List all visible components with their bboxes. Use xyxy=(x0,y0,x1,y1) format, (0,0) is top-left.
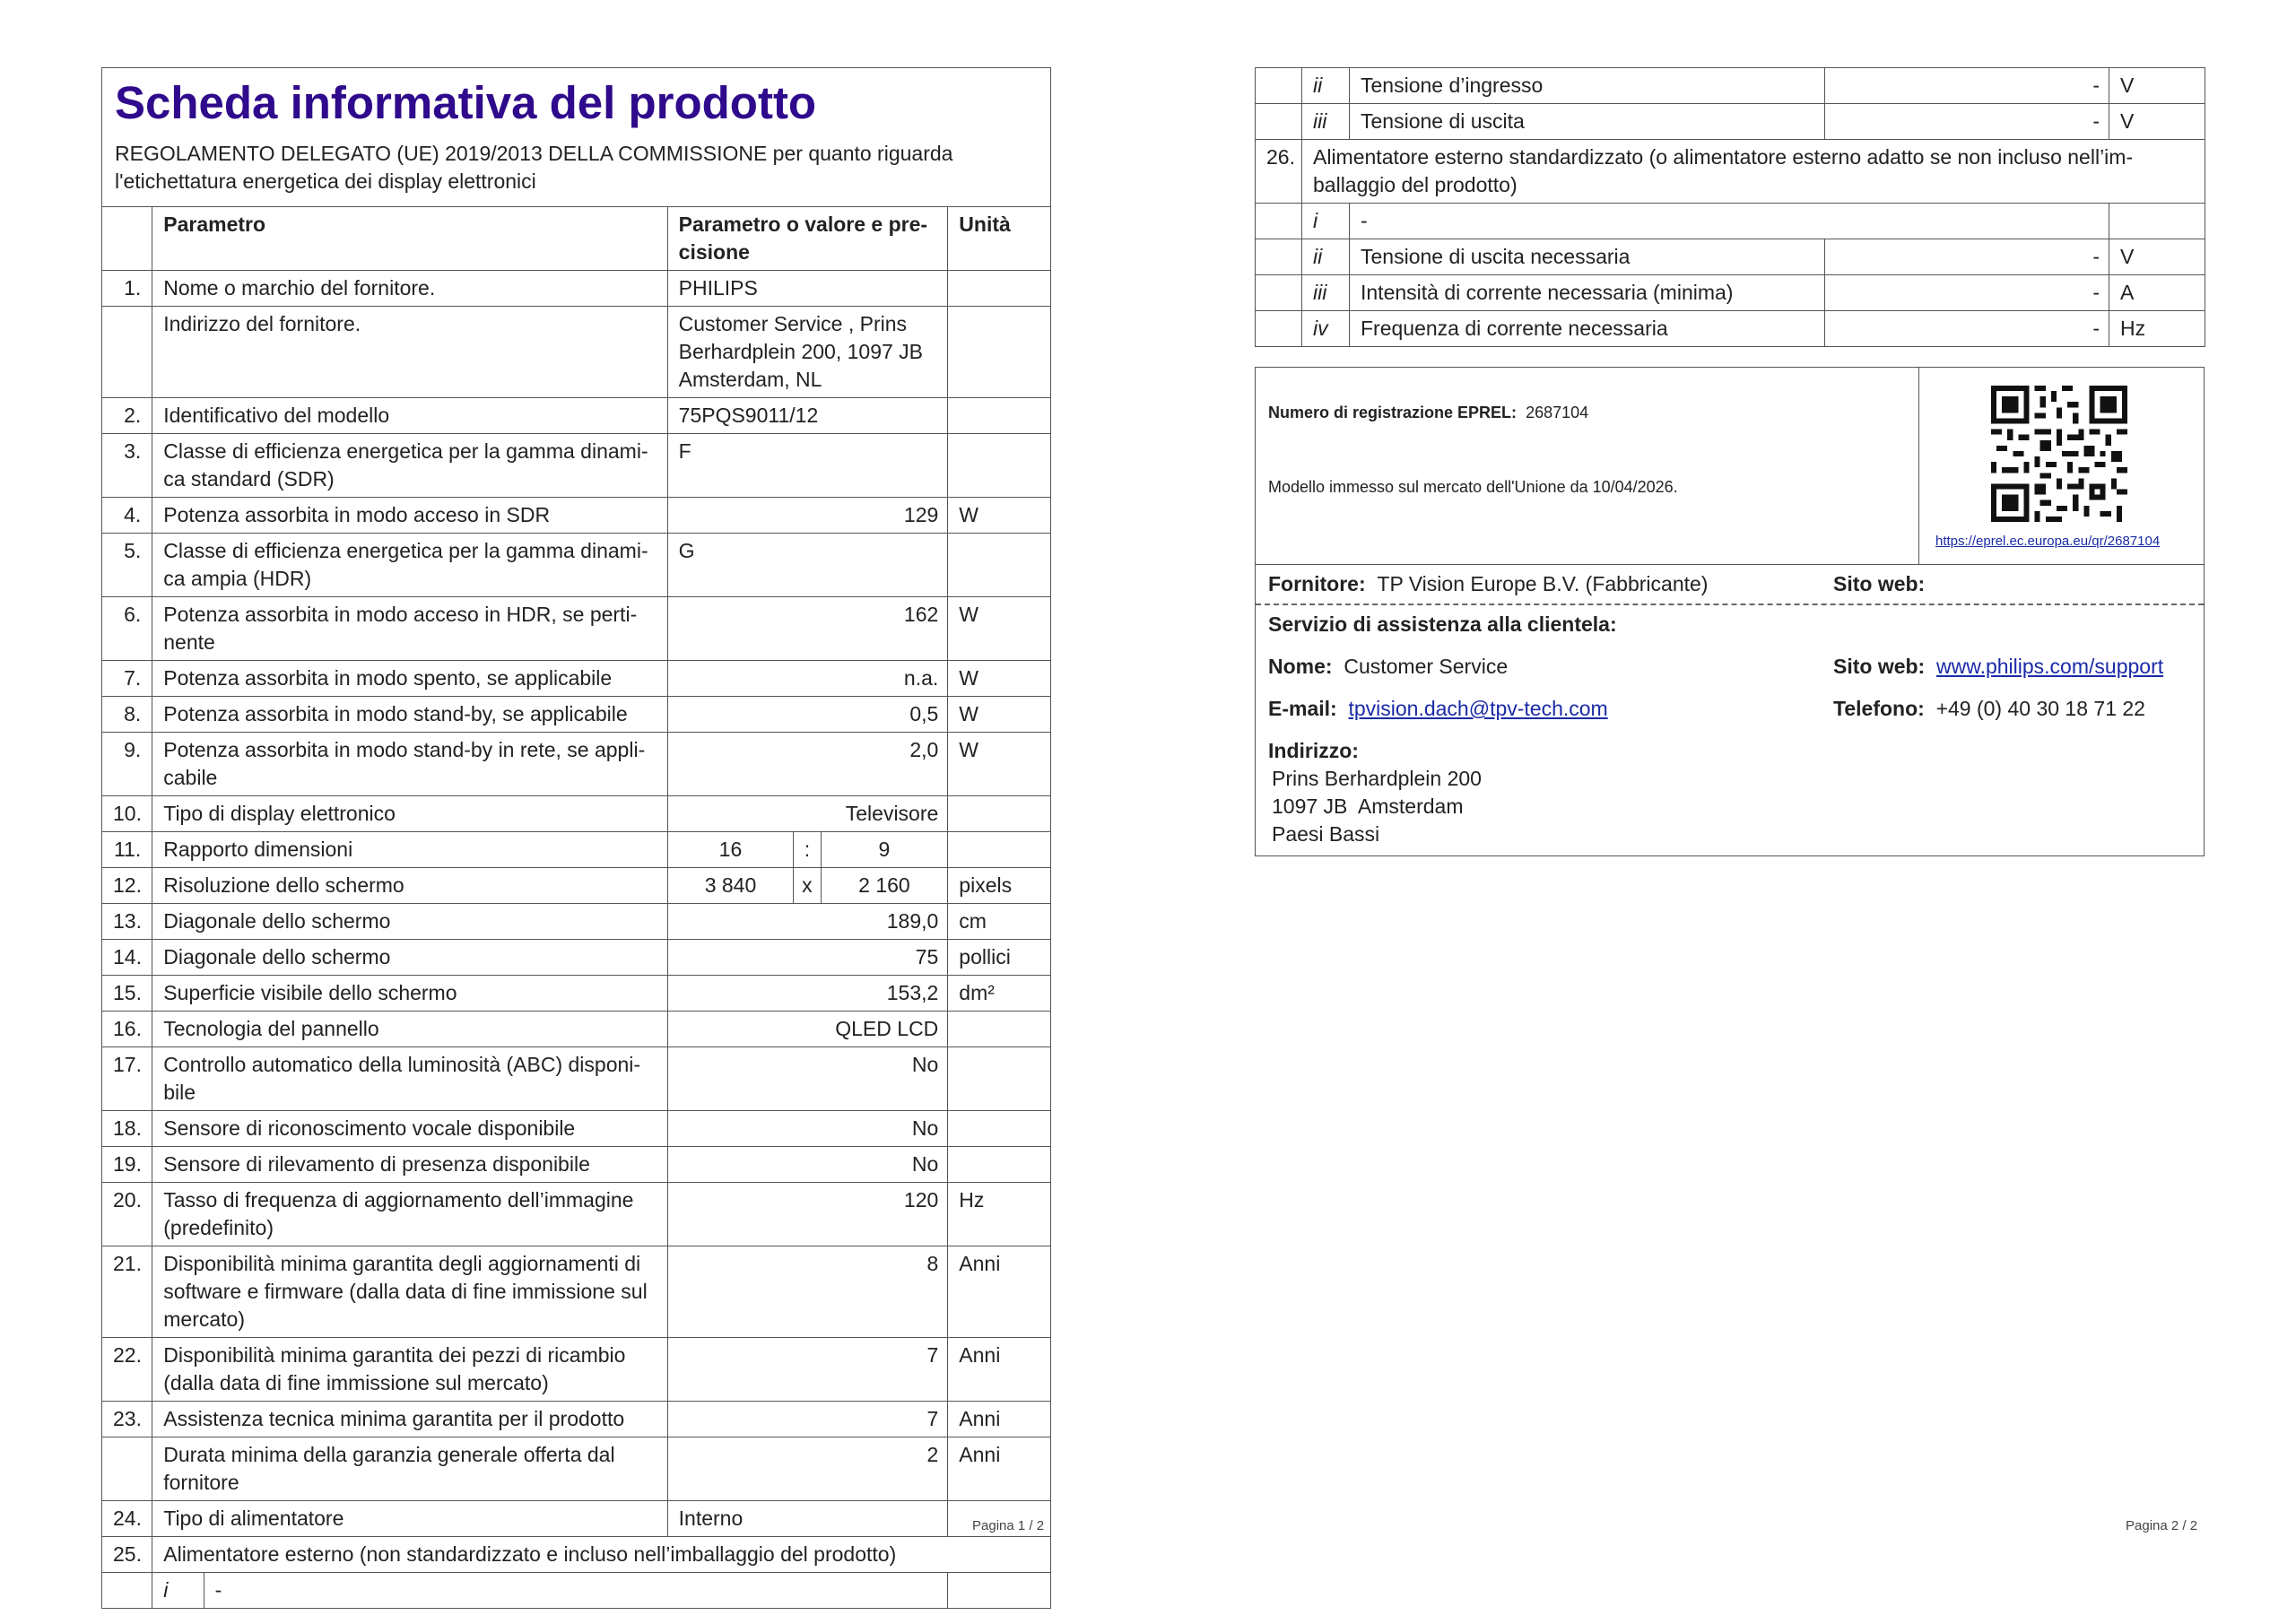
table-row: i - xyxy=(1256,204,2205,239)
table-row: 3. Classe di efficienza energetica per la gamma dinamica standard (SDR) F xyxy=(102,434,1051,498)
table-row: ii Tensione d’ingresso - V xyxy=(1256,68,2205,104)
customer-service-section xyxy=(1256,605,2204,855)
page-number-2: Pagina 2 / 2 xyxy=(2126,1518,2198,1533)
eprel-qr-link[interactable]: https://eprel.ec.europa.eu/qr/2687104 xyxy=(1935,534,2161,549)
eprel-section xyxy=(1256,368,2204,565)
page-number-1: Pagina 1 / 2 xyxy=(972,1518,1045,1533)
document-title: Scheda informativa del prodotto xyxy=(115,77,817,128)
table-row: iii Intensità di corrente necessaria (minima) - A xyxy=(1256,275,2205,311)
supplier-website-label: Sito web: xyxy=(1833,572,1926,595)
table-row: 8. Potenza assorbita in modo stand-by, se applicabile 0,5 W xyxy=(102,697,1051,733)
customer-service-title: Servizio di assistenza alla clientela: xyxy=(1268,612,1617,636)
eprel-registration xyxy=(1268,404,1906,422)
service-address-line: Prins Berhardplein 200 xyxy=(1272,767,1482,790)
table-row: Durata minima della garanzia generale offerta dal fornitore 2 Anni xyxy=(102,1437,1051,1501)
table-row: 10. Tipo di display elettronico Televisore xyxy=(102,796,1051,832)
table-row: iv Frequenza di corrente necessaria - Hz xyxy=(1256,311,2205,347)
table-row: 9. Potenza assorbita in modo stand-by in rete, se applicabile 2,0 W xyxy=(102,733,1051,796)
page-2 xyxy=(1255,67,2205,856)
service-phone-value: +49 (0) 40 30 18 71 22 xyxy=(1935,697,2145,720)
table-row: i - xyxy=(102,1573,1051,1609)
page-1 xyxy=(101,67,1051,1609)
table-row: iii Tensione di uscita - V xyxy=(1256,104,2205,140)
service-name-label: Nome: xyxy=(1268,655,1333,678)
supplier-value: TP Vision Europe B.V. (Fabbricante) xyxy=(1377,572,1709,595)
table-row: 7. Potenza assorbita in modo spento, se applicabile n.a. W xyxy=(102,661,1051,697)
table-row: 6. Potenza assorbita in modo acceso in HDR, se pertinente 162 W xyxy=(102,597,1051,661)
service-email-link[interactable]: tpvision.dach@tpv-tech.com xyxy=(1348,697,1608,720)
table-row: 17. Controllo automatico della luminosità (ABC) disponibile No xyxy=(102,1047,1051,1111)
document-header xyxy=(101,67,1051,206)
qr-code-icon xyxy=(1991,386,2127,522)
service-email-label: E-mail: xyxy=(1268,697,1337,720)
table-row: 2. Identificativo del modello 75PQS9011/12 xyxy=(102,398,1051,434)
eprel-label: Numero di registrazione EPREL: xyxy=(1268,404,1518,421)
service-website-label: Sito web: xyxy=(1833,655,1926,678)
table-row: 12. Risoluzione dello schermo 3 840 x 2 160 pixels xyxy=(102,868,1051,904)
table-header-row xyxy=(102,207,1051,271)
table-row: 18. Sensore di riconoscimento vocale disponibile No xyxy=(102,1111,1051,1147)
table-row: 26. Alimentatore esterno standardizzato (o alimentatore esterno adatto se non incluso nell’imballaggio del prodotto) xyxy=(1256,140,2205,204)
service-address-line: Paesi Bassi xyxy=(1272,822,1380,846)
supplier-row xyxy=(1256,565,2204,605)
table-row: 21. Disponibilità minima garantita degli aggiornamenti di software e firmware (dalla data di fine immissione sul mercato) 8 Anni xyxy=(102,1246,1051,1338)
power-supply-table xyxy=(1255,67,2205,347)
service-address-label: Indirizzo: xyxy=(1268,739,1359,762)
regulation-subtitle: REGOLAMENTO DELEGATO (UE) 2019/2013 DELLA COMMISSIONE per quanto riguarda l'etichettatura energetica dei display elettronici xyxy=(115,142,953,193)
table-row: 14. Diagonale dello schermo 75 pollici xyxy=(102,940,1051,976)
table-row: 1. Nome o marchio del fornitore. PHILIPS xyxy=(102,271,1051,307)
table-row: 22. Disponibilità minima garantita dei pezzi di ricambio (dalla data di fine immissione sul mercato) 7 Anni xyxy=(102,1338,1051,1402)
table-row: 24. Tipo di alimentatore Interno xyxy=(102,1501,1051,1537)
header-unit: Unità xyxy=(948,207,1051,271)
table-row: 13. Diagonale dello schermo 189,0 cm xyxy=(102,904,1051,940)
header-parameter: Parametro xyxy=(152,207,667,271)
table-row: 4. Potenza assorbita in modo acceso in SDR 129 W xyxy=(102,498,1051,534)
service-website-link[interactable]: www.philips.com/support xyxy=(1936,655,2164,678)
table-row: 15. Superficie visibile dello schermo 153,2 dm² xyxy=(102,976,1051,1012)
table-row: Indirizzo del fornitore. Customer Service , Prins Berhardplein 200, 1097 JB Amsterdam, NL xyxy=(102,307,1051,398)
table-row: 16. Tecnologia del pannello QLED LCD xyxy=(102,1012,1051,1047)
table-row: 23. Assistenza tecnica minima garantita per il prodotto 7 Anni xyxy=(102,1402,1051,1437)
table-row: 20. Tasso di frequenza di aggiornamento dell’immagine (predefinito) 120 Hz xyxy=(102,1183,1051,1246)
service-address-line: 1097 JB Amsterdam xyxy=(1272,795,1464,818)
market-date-text: Modello immesso sul mercato dell'Unione da 10/04/2026. xyxy=(1268,478,1678,496)
product-info-table xyxy=(101,206,1051,1609)
service-phone-label: Telefono: xyxy=(1833,697,1925,720)
table-row: 5. Classe di efficienza energetica per la gamma dinamica ampia (HDR) G xyxy=(102,534,1051,597)
table-row: 11. Rapporto dimensioni 16 : 9 xyxy=(102,832,1051,868)
service-name-value: Customer Service xyxy=(1344,655,1509,678)
table-row: ii Tensione di uscita necessaria - V xyxy=(1256,239,2205,275)
supplier-info-box xyxy=(1255,367,2205,856)
supplier-label: Fornitore: xyxy=(1268,572,1366,595)
table-row: 25. Alimentatore esterno (non standardizzato e incluso nell’imballaggio del prodotto) xyxy=(102,1537,1051,1573)
eprel-number: 2687104 xyxy=(1526,404,1589,421)
header-value: Parametro o valore e precisione xyxy=(667,207,948,271)
table-row: 19. Sensore di rilevamento di presenza disponibile No xyxy=(102,1147,1051,1183)
